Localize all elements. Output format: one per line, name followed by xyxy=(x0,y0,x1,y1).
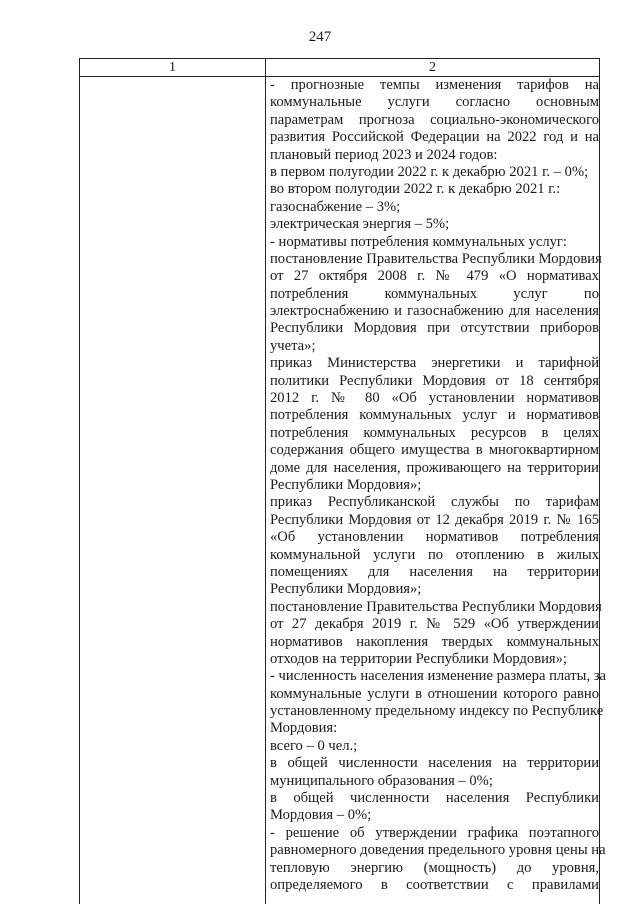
text-line: политики Республики Мордовия от 18 сентября xyxy=(270,372,599,389)
page-number: 247 xyxy=(308,29,332,45)
text-line: приказ Министерства энергетики и тарифной xyxy=(270,355,599,372)
text-line: муниципального образования – 0%; xyxy=(270,772,493,789)
text-line: 2012 г. № 80 «Об установлении нормативов xyxy=(270,390,599,407)
text-line: параметрам прогноза социально-экономического xyxy=(270,111,599,128)
text-line: потребления коммунальных ресурсов в целях xyxy=(270,424,599,441)
text-line: равномерного доведения предельного уровня цены на xyxy=(270,842,606,859)
text-line: установленному предельному индексу по Республике xyxy=(270,703,604,720)
text-line: в первом полугодии 2022 г. к декабрю 2021 г. – 0%; xyxy=(270,163,589,180)
text-line: коммунальные услуги согласно основным xyxy=(270,94,599,111)
text-line: электрическая энергия – 5%; xyxy=(270,216,450,233)
text-line: - решение об утверждении графика поэтапного xyxy=(270,824,599,841)
text-line: от 27 октября 2008 г. № 479 «О нормативах xyxy=(270,268,599,285)
text-line: постановление Правительства Республики Мордовия xyxy=(270,598,602,615)
text-line: во втором полугодии 2022 г. к декабрю 2021 г.: xyxy=(270,181,561,198)
text-line: учета»; xyxy=(270,337,316,354)
text-line: в общей численности населения на территории xyxy=(270,755,599,772)
text-line: доме для населения, проживающего на территории xyxy=(270,459,599,476)
text-line: от 27 декабря 2019 г. № 529 «Об утверждении xyxy=(270,616,599,633)
text-line: потребления коммунальных услуг и нормативов xyxy=(270,407,599,424)
table-left-border xyxy=(79,76,80,904)
text-line: определяемого в соответствии с правилами xyxy=(270,876,599,893)
text-line: плановый период 2023 и 2024 годов: xyxy=(270,146,498,163)
column-divider xyxy=(265,76,266,904)
text-line: помещениях для населения на территории xyxy=(270,563,599,580)
column-2-header: 2 xyxy=(265,58,600,77)
text-line: тепловую энергию (мощность) до уровня, xyxy=(270,859,599,876)
text-line: Республики Мордовия при отсутствии приборов xyxy=(270,320,599,337)
text-line: коммунальные услуги в отношении которого равно xyxy=(270,685,599,702)
text-line: отходов на территории Республики Мордовия»; xyxy=(270,650,567,667)
text-line: «Об установлении нормативов потребления xyxy=(270,529,599,546)
text-line: Мордовия – 0%; xyxy=(270,807,372,824)
text-line: Мордовия: xyxy=(270,720,338,737)
text-line: нормативов накопления твердых коммунальных xyxy=(270,633,599,650)
table-right-border xyxy=(599,76,600,904)
text-line: развития Российской Федерации на 2022 год и на xyxy=(270,129,599,146)
text-line: - численность населения изменение размера платы, за xyxy=(270,668,606,685)
document-table xyxy=(79,58,606,904)
column-2-text xyxy=(270,77,606,894)
text-line: Республики Мордовия от 12 декабря 2019 г. № 165 xyxy=(270,511,599,528)
text-line: - нормативы потребления коммунальных услуг: xyxy=(270,233,567,250)
text-line: Республики Мордовия»; xyxy=(270,476,422,493)
text-line: постановление Правительства Республики Мордовия xyxy=(270,250,602,267)
text-line: электроснабжению и газоснабжению для населения xyxy=(270,303,599,320)
text-line: потребления коммунальных услуг по xyxy=(270,285,599,302)
column-1-header: 1 xyxy=(79,58,266,77)
text-line: коммунальной услуги по отоплению в жилых xyxy=(270,546,599,563)
text-line: всего – 0 чел.; xyxy=(270,737,358,754)
text-line: в общей численности населения Республики xyxy=(270,790,599,807)
text-line: Республики Мордовия»; xyxy=(270,581,422,598)
text-line: - прогнозные темпы изменения тарифов на xyxy=(270,77,599,93)
text-line: приказ Республиканской службы по тарифам xyxy=(270,494,599,511)
text-line: содержания общего имущества в многоквартирном xyxy=(270,442,599,459)
text-line: газоснабжение – 3%; xyxy=(270,198,401,215)
